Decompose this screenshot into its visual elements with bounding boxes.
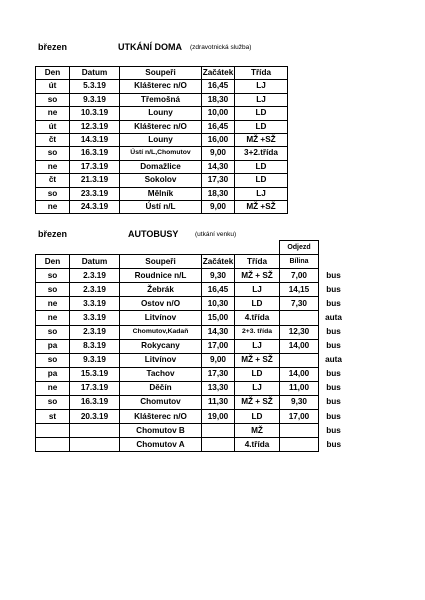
cell-start-time: 18,30 (202, 93, 235, 106)
table-row (36, 325, 349, 339)
header-opponent: Soupeři (120, 255, 202, 269)
cell-day: so (36, 283, 70, 297)
header-opponent: Soupeři (120, 67, 202, 80)
cell-class: 2+3. třída (235, 325, 280, 339)
cell-day: so (36, 269, 70, 283)
cell-class: LD (235, 107, 288, 120)
cell-opponent: Rokycany (120, 339, 202, 353)
cell-date (70, 438, 120, 452)
section1-title: UTKÁNÍ DOMA (118, 42, 182, 52)
cell-class: MŽ (235, 424, 280, 438)
cell-date (70, 424, 120, 438)
cell-date: 16.3.19 (70, 396, 120, 410)
cell-class: MŽ + SŽ (235, 396, 280, 410)
cell-start-time: 16,45 (202, 283, 235, 297)
cell-date: 17.3.19 (70, 160, 120, 173)
cell-transport: bus (326, 425, 341, 435)
cell-transport: bus (326, 270, 341, 280)
cell-opponent: Chomutov B (120, 424, 202, 438)
cell-day: so (36, 325, 70, 339)
cell-start-time: 10,00 (202, 107, 235, 120)
cell-day: ne (36, 381, 70, 395)
cell-start-time (202, 438, 235, 452)
cell-day: ne (36, 160, 70, 173)
table-row (36, 80, 288, 93)
cell-opponent: Mělník (120, 187, 202, 200)
table-row (36, 311, 349, 325)
cell-day: ne (36, 200, 70, 213)
cell-start-time (202, 424, 235, 438)
table-row (36, 147, 288, 160)
table-row (36, 396, 349, 410)
cell-opponent: Chomutov,Kadaň (120, 325, 202, 339)
cell-class: LJ (235, 187, 288, 200)
cell-opponent: Louny (120, 133, 202, 146)
cell-start-time: 16,45 (202, 120, 235, 133)
cell-date: 24.3.19 (70, 200, 120, 213)
cell-date: 2.3.19 (70, 269, 120, 283)
header-class: Třída (235, 67, 288, 80)
cell-date: 3.3.19 (70, 311, 120, 325)
cell-class: LJ (235, 381, 280, 395)
cell-departure-time (280, 311, 319, 325)
cell-start-time: 9,00 (202, 353, 235, 367)
header-day: Den (36, 255, 70, 269)
cell-day: pa (36, 339, 70, 353)
cell-departure-time: 9,30 (280, 396, 319, 410)
cell-opponent: Roudnice n/L (120, 269, 202, 283)
cell-day: pa (36, 367, 70, 381)
cell-departure-time: 14,00 (280, 339, 319, 353)
cell-date: 17.3.19 (70, 381, 120, 395)
cell-day: ne (36, 311, 70, 325)
cell-start-time: 16,45 (202, 80, 235, 93)
cell-start-time: 9,30 (202, 269, 235, 283)
cell-day (36, 424, 70, 438)
cell-date: 23.3.19 (70, 187, 120, 200)
cell-date: 9.3.19 (70, 93, 120, 106)
cell-day: čt (36, 133, 70, 146)
cell-departure-time: 14,00 (280, 367, 319, 381)
header-class: Třída (235, 255, 280, 269)
header-start-time: Začátek (202, 255, 235, 269)
cell-day: út (36, 80, 70, 93)
cell-date: 10.3.19 (70, 107, 120, 120)
cell-transport: bus (326, 327, 341, 336)
table-row (36, 120, 288, 133)
cell-day: so (36, 396, 70, 410)
table-row (36, 367, 349, 381)
cell-day: so (36, 93, 70, 106)
cell-departure-time (280, 438, 319, 452)
spacer (319, 241, 349, 255)
cell-start-time: 13,30 (202, 381, 235, 395)
cell-departure-time (280, 424, 319, 438)
cell-opponent: Tachov (120, 367, 202, 381)
cell-start-time: 9,00 (202, 147, 235, 160)
cell-transport: auta (325, 312, 342, 322)
cell-day: so (36, 187, 70, 200)
spacer (36, 241, 280, 255)
header-day: Den (36, 67, 70, 80)
cell-departure-time: 11,00 (280, 381, 319, 395)
cell-date: 15.3.19 (70, 367, 120, 381)
header-departure-time: Bílina (280, 255, 319, 269)
cell-opponent: Třemošná (120, 93, 202, 106)
cell-date: 16.3.19 (70, 147, 120, 160)
section2-title: AUTOBUSY (128, 229, 179, 239)
cell-start-time: 17,30 (202, 174, 235, 187)
cell-opponent: Chomutov A (120, 438, 202, 452)
cell-class: MŽ +SŽ (235, 200, 288, 213)
table-row (36, 410, 349, 424)
table-header-row (36, 255, 349, 269)
cell-date: 12.3.19 (70, 120, 120, 133)
section2-month: březen (38, 229, 68, 239)
cell-class: LD (235, 367, 280, 381)
table-row (36, 160, 288, 173)
cell-opponent: Klášterec n/O (120, 80, 202, 93)
cell-start-time: 16,00 (202, 133, 235, 146)
cell-class: LD (235, 174, 288, 187)
cell-class: MŽ + SŽ (235, 353, 280, 367)
cell-departure-time: 17,00 (280, 410, 319, 424)
cell-start-time: 15,00 (202, 311, 235, 325)
cell-date: 14.3.19 (70, 133, 120, 146)
cell-departure-time: 7,30 (280, 297, 319, 311)
table-row (36, 339, 349, 353)
cell-day: ne (36, 107, 70, 120)
bus-schedule-table (35, 240, 349, 452)
table-row (36, 133, 288, 146)
cell-day (36, 438, 70, 452)
home-matches-table (35, 66, 288, 214)
cell-class: LJ (235, 339, 280, 353)
table-row (36, 269, 349, 283)
cell-opponent: Litvínov (120, 311, 202, 325)
cell-start-time: 14,30 (202, 160, 235, 173)
cell-day: ne (36, 297, 70, 311)
departure-label: Odjezd (280, 241, 319, 255)
cell-date: 3.3.19 (70, 297, 120, 311)
cell-date: 21.3.19 (70, 174, 120, 187)
table-header-row (36, 67, 288, 80)
cell-opponent: Litvínov (120, 353, 202, 367)
cell-date: 9.3.19 (70, 353, 120, 367)
cell-date: 8.3.19 (70, 339, 120, 353)
cell-class: LD (235, 120, 288, 133)
cell-day: út (36, 120, 70, 133)
cell-class: LD (235, 410, 280, 424)
cell-class: 4.třída (235, 311, 280, 325)
cell-day: st (36, 410, 70, 424)
cell-departure-time: 14,15 (280, 283, 319, 297)
cell-start-time: 14,30 (202, 325, 235, 339)
spacer (319, 255, 349, 269)
cell-class: 4.třída (235, 438, 280, 452)
cell-transport: bus (326, 298, 341, 308)
cell-start-time: 18,30 (202, 187, 235, 200)
table-row (36, 353, 349, 367)
cell-transport: bus (326, 383, 341, 393)
table-row (36, 438, 349, 452)
cell-opponent: Sokolov (120, 174, 202, 187)
table-row (36, 107, 288, 120)
cell-date: 5.3.19 (70, 80, 120, 93)
cell-opponent: Ostov n/O (120, 297, 202, 311)
header-start-time: Začátek (202, 67, 235, 80)
section1-month: březen (38, 42, 68, 52)
cell-start-time: 10,30 (202, 297, 235, 311)
cell-date: 2.3.19 (70, 283, 120, 297)
cell-date: 2.3.19 (70, 325, 120, 339)
cell-transport: bus (326, 284, 341, 294)
cell-start-time: 11,30 (202, 396, 235, 410)
cell-opponent: Louny (120, 107, 202, 120)
cell-departure-time: 7,00 (280, 269, 319, 283)
cell-opponent: Klášterec n/O (120, 410, 202, 424)
table-row (36, 187, 288, 200)
cell-class: LD (235, 160, 288, 173)
header-date: Datum (70, 67, 120, 80)
cell-opponent: Žebrák (120, 283, 202, 297)
cell-opponent: Domažlice (120, 160, 202, 173)
departure-label-row (36, 241, 349, 255)
table-row (36, 200, 288, 213)
cell-class: MŽ +SŽ (235, 133, 288, 146)
cell-date: 20.3.19 (70, 410, 120, 424)
cell-transport: bus (326, 411, 341, 421)
cell-opponent: Ústí n/L,Chomutov (120, 147, 202, 160)
cell-class: LJ (235, 283, 280, 297)
cell-start-time: 9,00 (202, 200, 235, 213)
cell-class: LJ (235, 93, 288, 106)
cell-transport: bus (326, 439, 342, 449)
cell-day: čt (36, 174, 70, 187)
table-row (36, 283, 349, 297)
table-row (36, 174, 288, 187)
cell-start-time: 17,00 (202, 339, 235, 353)
section1-note: (zdravotnická služba) (190, 44, 252, 51)
cell-transport: bus (326, 397, 341, 407)
cell-transport: auta (325, 355, 342, 365)
table-row (36, 93, 288, 106)
cell-departure-time (280, 353, 319, 367)
cell-class: MŽ + SŽ (235, 269, 280, 283)
cell-transport: bus (326, 341, 341, 351)
cell-departure-time: 12,30 (280, 325, 319, 339)
cell-opponent: Ústí n/L (120, 200, 202, 213)
cell-class: LJ (235, 80, 288, 93)
table-row (36, 297, 349, 311)
cell-transport: bus (326, 369, 341, 379)
cell-start-time: 19,00 (202, 410, 235, 424)
cell-day: so (36, 147, 70, 160)
table-row (36, 424, 349, 438)
cell-opponent: Klášterec n/O (120, 120, 202, 133)
cell-start-time: 17,30 (202, 367, 235, 381)
cell-class: 3+2.třída (235, 147, 288, 160)
header-date: Datum (70, 255, 120, 269)
cell-opponent: Děčín (120, 381, 202, 395)
cell-class: LD (235, 297, 280, 311)
section2-note: (utkání venku) (195, 231, 237, 238)
cell-opponent: Chomutov (120, 396, 202, 410)
table-row (36, 381, 349, 395)
cell-day: so (36, 353, 70, 367)
